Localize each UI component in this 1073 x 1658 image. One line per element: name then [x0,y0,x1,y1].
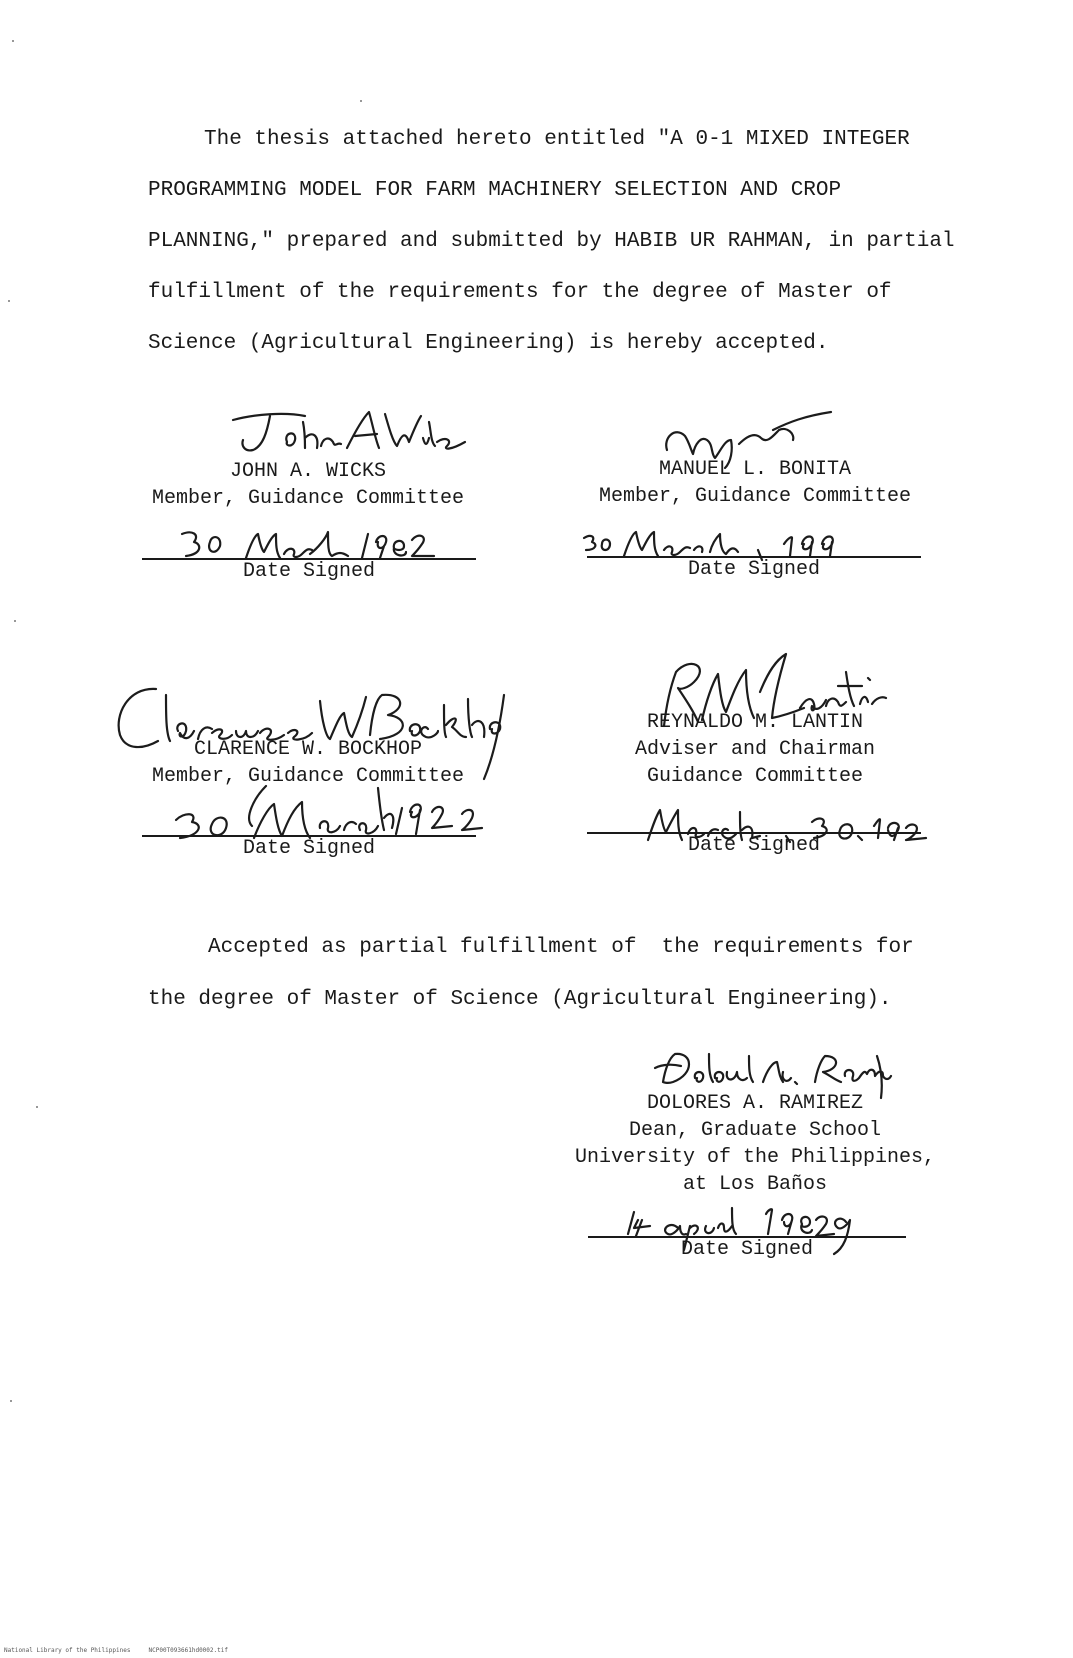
member-name: JOHN A. WICKS [229,460,387,483]
date-line-lantin [587,832,921,858]
scan-speck [8,300,10,302]
scan-speck [360,100,362,102]
member-name: REYNALDO M. LANTIN [646,711,864,734]
dean-statement [148,936,1008,1016]
date-caption: Date Signed [242,837,376,860]
member-name: CLARENCE W. BOCKHOP [193,738,423,761]
handwritten-date-wicks [172,524,462,562]
member-role: Member, Guidance Committee [151,487,465,510]
scan-speck [10,1400,12,1402]
date-caption: Date Signed [687,558,821,581]
acceptance-paragraph [148,128,1008,368]
paragraph-line: PROGRAMMING MODEL FOR FARM MACHINERY SELECTION AND CROP [148,179,842,202]
scan-footer: National Library of the Philippines NCP00T093661hd0002.tif [4,1647,228,1654]
member-name: MANUEL L. BONITA [658,458,852,481]
member-role: Member, Guidance Committee [151,765,465,788]
paragraph-line: Science (Agricultural Engineering) is hereby accepted. [148,332,829,355]
date-line-bonita [587,556,921,582]
statement-line: the degree of Master of Science (Agricultural Engineering). [148,988,892,1011]
member-role: Guidance Committee [646,765,864,788]
committee-block-lantin [585,709,925,790]
dean-title: Dean, Graduate School [628,1119,882,1142]
dean-name: DOLORES A. RAMIREZ [646,1092,864,1115]
dean-institution: University of the Philippines, [574,1146,936,1169]
date-line-ramirez [588,1236,906,1262]
committee-block-bonita [585,456,925,510]
date-caption: Date Signed [680,1238,814,1261]
paragraph-line: The thesis attached hereto entitled "A 0-1 MIXED INTEGER [204,128,910,151]
date-caption: Date Signed [687,834,821,857]
dean-campus: at Los Baños [682,1173,828,1196]
dean-block [540,1090,970,1198]
statement-line: Accepted as partial fulfillment of the requirements for [208,936,914,959]
signature-wicks [225,402,475,462]
scan-speck [36,1106,38,1108]
scan-speck [12,40,14,42]
committee-block-wicks [138,458,478,512]
scan-speck [14,620,16,622]
date-line-wicks [142,558,476,584]
paragraph-line: PLANNING," prepared and submitted by HABIB UR RAHMAN, in partial [148,230,955,253]
paragraph-line: fulfillment of the requirements for the degree of Master of [148,281,892,304]
member-role: Member, Guidance Committee [598,485,912,508]
date-line-bockhop [142,835,476,861]
member-role: Adviser and Chairman [634,738,876,761]
date-caption: Date Signed [242,560,376,583]
